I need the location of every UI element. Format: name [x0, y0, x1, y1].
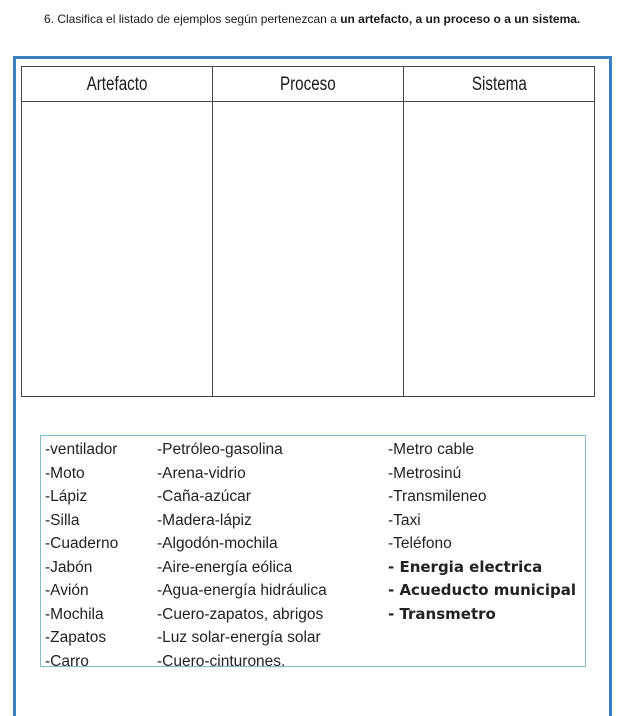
instruction-bold: un artefacto, a un proceso o a un sistema. [340, 12, 581, 26]
word-item-bold: - Transmetro [388, 604, 496, 623]
word-item: -Cuaderno [45, 535, 119, 552]
word-bank [40, 435, 586, 670]
word-item: -Jabón [45, 558, 93, 576]
instruction-text [44, 11, 614, 27]
word-item: -Agua-energía hidráulica [157, 582, 327, 599]
word-column-sistemas [388, 438, 576, 626]
proceso-answer-cell[interactable] [212, 102, 403, 396]
word-item: -Avión [45, 582, 89, 599]
word-item: -Silla [45, 511, 80, 529]
word-item: -ventilador [45, 441, 118, 458]
word-column-procesos [157, 438, 327, 673]
word-item: -Cuero-cinturones. [157, 652, 286, 670]
word-item: -Metrosinú [388, 464, 462, 482]
word-item-bold: - Energia electrica [388, 557, 543, 576]
instruction-prefix: 6. Clasifica el listado de ejemplos según pertenezcan a [44, 12, 341, 26]
header-sistema: Sistema [403, 67, 594, 101]
word-item: -Teléfono [388, 535, 452, 552]
word-item: -Taxi [388, 511, 421, 529]
word-item: -Caña-azúcar [157, 488, 251, 505]
table-body-row [22, 102, 594, 396]
word-column-artefactos [45, 438, 118, 673]
word-item: -Metro cable [388, 441, 475, 458]
classification-table [21, 66, 595, 397]
header-proceso: Proceso [212, 67, 403, 101]
word-item: -Luz solar-energía solar [157, 629, 321, 646]
word-item: -Petróleo-gasolina [157, 441, 283, 458]
word-item: -Algodón-mochila [157, 535, 278, 552]
artefacto-answer-cell[interactable] [22, 102, 212, 396]
table-header-row [22, 67, 594, 102]
word-item: -Aire-energía eólica [157, 558, 293, 576]
word-item: -Cuero-zapatos, abrigos [157, 605, 324, 623]
word-item: -Mochila [45, 605, 104, 623]
word-item: -Lápiz [45, 488, 88, 505]
word-item: -Madera-lápiz [157, 511, 252, 529]
word-item: -Zapatos [45, 629, 107, 646]
word-item: -Moto [45, 464, 85, 482]
word-item: -Transmileneo [388, 488, 487, 505]
sistema-answer-cell[interactable] [403, 102, 594, 396]
word-item: -Arena-vidrio [157, 464, 246, 482]
header-artefacto: Artefacto [86, 74, 148, 95]
word-item: -Carro [45, 652, 89, 670]
word-item-bold: - Acueducto municipal [388, 581, 576, 599]
